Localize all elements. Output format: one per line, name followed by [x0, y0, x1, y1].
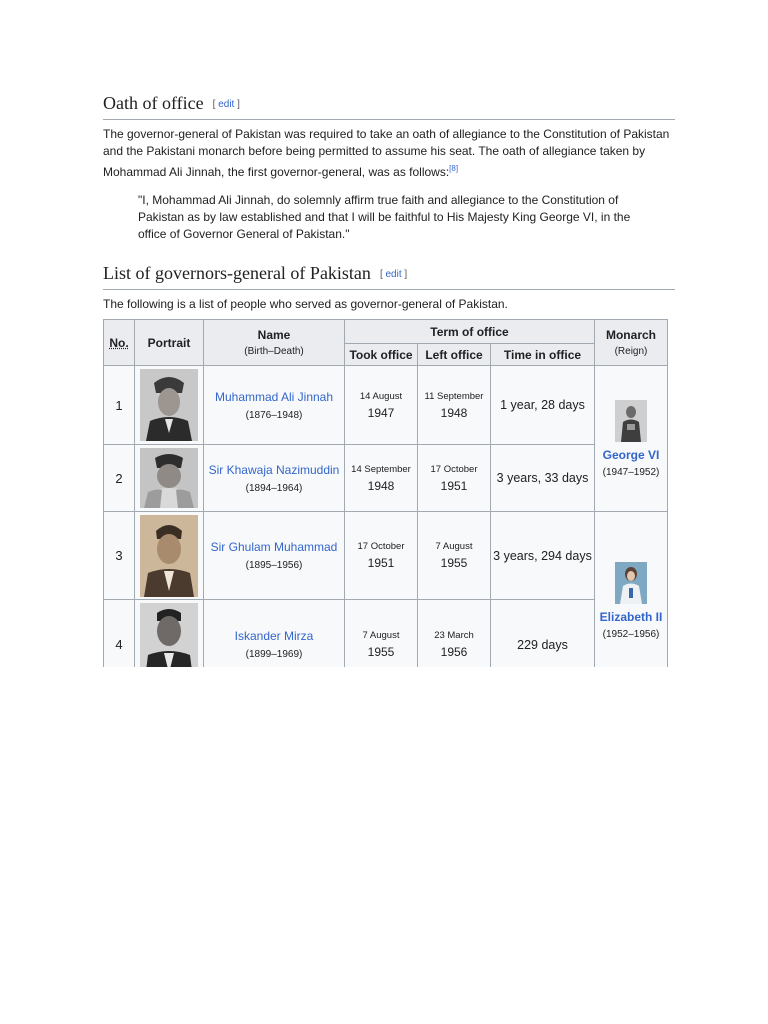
section-heading-list: [103, 262, 675, 290]
reference-link[interactable]: [8]: [449, 164, 459, 173]
governors-general-table: [103, 319, 668, 690]
edit-section: [380, 269, 407, 280]
header-time-in-office: Time in office: [491, 344, 595, 366]
page-cutoff: [0, 667, 768, 1024]
governor-link[interactable]: Muhammad Ali Jinnah: [214, 389, 334, 404]
monarch-link[interactable]: George VI: [602, 447, 660, 462]
header-monarch: [595, 320, 668, 366]
name-cell: [204, 512, 345, 600]
time-in-office-cell: 1 year, 28 days: [491, 366, 595, 445]
header-left-office: Left office: [418, 344, 491, 366]
edit-link[interactable]: edit: [385, 269, 402, 280]
portrait-jinnah[interactable]: [140, 369, 198, 441]
header-took-office: Took office: [345, 344, 418, 366]
left-year: 1955: [440, 556, 468, 570]
governor-link[interactable]: Sir Ghulam Muhammad: [210, 540, 338, 554]
took-day: 14 September: [351, 463, 411, 475]
monarch-reign: (1947–1952): [602, 466, 660, 478]
edit-bracket-close: ]: [401, 269, 408, 280]
name-cell: [204, 445, 345, 512]
edit-bracket-close: ]: [234, 99, 240, 110]
left-year: 1956: [440, 645, 468, 659]
took-office-cell: [345, 445, 418, 512]
list-intro-paragraph: The following is a list of people who served as governor-general of Pakistan.: [103, 297, 508, 311]
heading-text: Oath of office: [103, 93, 204, 113]
monarch-photo-george[interactable]: [615, 400, 647, 442]
monarch-reign: (1952–1956): [602, 628, 660, 640]
took-year: 1947: [367, 405, 395, 420]
left-day: 11 September: [424, 390, 484, 402]
table-row: [104, 366, 668, 445]
portrait-cell: [135, 366, 204, 445]
took-office-cell: [345, 366, 418, 445]
took-year: 1951: [367, 556, 395, 570]
took-year: 1955: [367, 645, 395, 659]
life-dates: (1876–1948): [245, 409, 303, 421]
heading-text: List of governors-general of Pakistan: [103, 263, 371, 283]
took-day: 17 October: [357, 541, 405, 552]
edit-bracket-open: [: [212, 99, 219, 110]
time-in-office-cell: 229 days: [491, 600, 595, 690]
row-number: 4: [104, 600, 135, 690]
article-content: [103, 92, 675, 313]
edit-bracket-open: [: [379, 269, 386, 280]
section-heading-oath: [103, 92, 675, 120]
left-year: 1948: [440, 405, 468, 420]
monarch-cell-elizabeth: [595, 512, 668, 690]
header-term: Term of office: [345, 320, 595, 344]
header-name: [204, 320, 345, 366]
time-in-office-cell: 3 years, 33 days: [491, 445, 595, 512]
governor-link[interactable]: Iskander Mirza: [234, 629, 314, 643]
portrait-cell: [135, 512, 204, 600]
paragraph-text: The governor-general of Pakistan was required to take an oath of allegiance to the Constitution of Pakistan and the Pakistani monarch before being permitted to assume his seat. The oath of allegiance taken by Mohammad Ali Jinnah, the first governor-general, was as follows:: [103, 127, 670, 179]
portrait-cell: [135, 445, 204, 512]
header-no[interactable]: [104, 320, 135, 366]
governor-link[interactable]: Sir Khawaja Nazimuddin: [208, 462, 340, 477]
edit-link[interactable]: edit: [218, 99, 235, 110]
row-number: 3: [104, 512, 135, 600]
left-year: 1951: [440, 478, 468, 493]
header-name-label: Name: [257, 328, 291, 342]
table-row: [104, 512, 668, 600]
header-no-label: No.: [109, 335, 129, 350]
took-day: 14 August: [359, 390, 403, 402]
oath-paragraph: [103, 126, 675, 181]
left-day: 23 March: [434, 630, 474, 641]
portrait-nazimuddin[interactable]: [140, 448, 198, 508]
header-name-sub: (Birth–Death): [244, 346, 304, 357]
left-day: 7 August: [435, 541, 473, 552]
monarch-cell-george: [595, 366, 668, 512]
life-dates: (1899–1969): [245, 649, 303, 660]
time-in-office-cell: 3 years, 294 days: [491, 512, 595, 600]
took-office-cell: [345, 512, 418, 600]
name-cell: [204, 366, 345, 445]
header-portrait: Portrait: [135, 320, 204, 366]
edit-section: [213, 99, 240, 110]
left-office-cell: [418, 445, 491, 512]
portrait-ghulam-muhammad[interactable]: [140, 515, 198, 597]
header-monarch-sub: (Reign): [614, 346, 648, 357]
row-number: 1: [104, 366, 135, 445]
took-day: 7 August: [362, 630, 400, 641]
life-dates: (1894–1964): [245, 482, 303, 494]
monarch-photo-elizabeth[interactable]: [615, 562, 647, 604]
took-year: 1948: [367, 478, 395, 493]
left-day: 17 October: [430, 463, 478, 475]
left-office-cell: [418, 366, 491, 445]
monarch-link[interactable]: Elizabeth II: [599, 609, 663, 624]
row-number: 2: [104, 445, 135, 512]
table-row: [104, 445, 668, 512]
life-dates: (1895–1956): [245, 560, 303, 571]
left-office-cell: [418, 512, 491, 600]
header-monarch-label: Monarch: [605, 328, 656, 342]
oath-quote: "I, Mohammad Ali Jinnah, do solemnly affirm true faith and allegiance to the Constitution of Pakistan as by law established and that I will be faithful to His Majesty King George VI, in the office of Governor General of Pakistan.": [138, 193, 631, 241]
